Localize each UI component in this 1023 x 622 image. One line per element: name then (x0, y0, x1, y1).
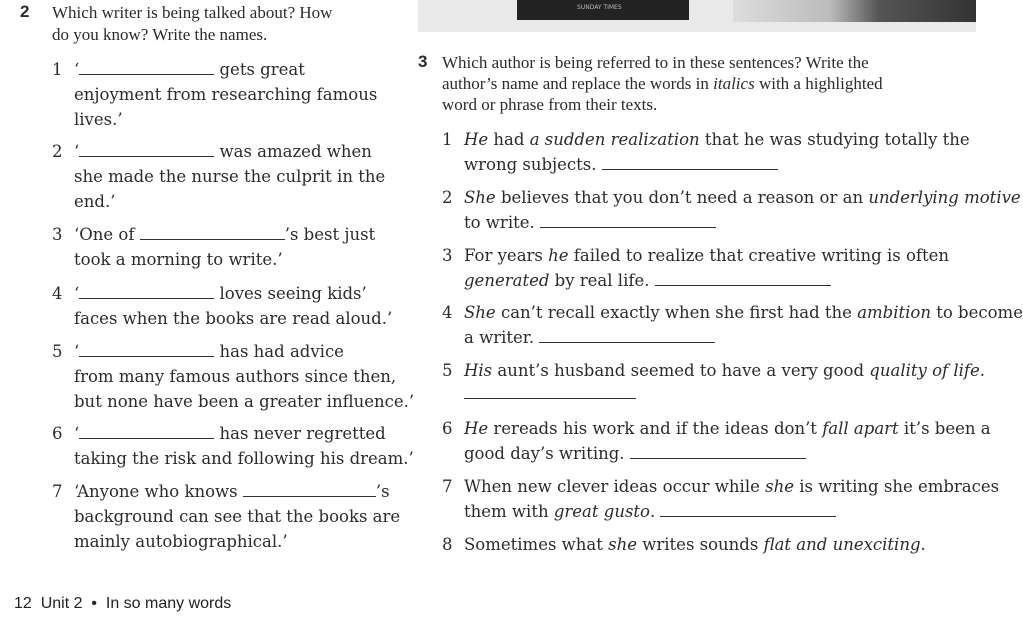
item-quote-start: ‘Anyone who knows (74, 482, 243, 501)
item-text: . (920, 535, 926, 554)
item-quote-start: ‘ (74, 60, 80, 79)
italic-phrase: ambition (857, 303, 931, 322)
item-text: For years (464, 246, 549, 265)
unit-label: Unit 2 (40, 595, 83, 612)
item-text: a writer. (464, 328, 540, 347)
page-footer (14, 595, 231, 613)
item-number: 6 (52, 424, 63, 443)
answer-blank[interactable] (660, 502, 836, 517)
item-number: 2 (442, 188, 453, 207)
item-text: good day’s writing. (464, 444, 630, 463)
item-text: ’s best just (284, 225, 376, 244)
book-cover-image (517, 0, 689, 20)
answer-blank[interactable] (630, 444, 806, 459)
item-line-2 (464, 268, 831, 293)
italic-phrase: a sudden realization (529, 130, 700, 149)
item-continuation: she made the nurse the culprit in the (74, 167, 386, 186)
item-quote-start: ‘ (74, 342, 80, 361)
item-text: had (488, 130, 530, 149)
item-continuation: from many famous authors since then, (74, 367, 397, 386)
photo-image (733, 0, 976, 22)
item-quote-start: ‘ (74, 142, 80, 161)
title-line2-end: with a highlighted (754, 74, 883, 93)
item-number: 1 (52, 60, 63, 79)
answer-blank[interactable] (79, 142, 214, 157)
italic-phrase: His (464, 361, 493, 380)
item-text: ’s (375, 482, 390, 501)
item-line-2 (464, 499, 836, 524)
answer-blank[interactable] (79, 342, 214, 357)
italic-phrase: great gusto (553, 502, 650, 521)
item-number: 2 (52, 142, 63, 161)
item-line-1 (464, 185, 1021, 210)
item-text: aunt’s husband seemed to have a very good (492, 361, 870, 380)
exercise-2-number: 2 (20, 2, 30, 21)
item-text: them with (464, 502, 554, 521)
item-first-line (74, 139, 372, 164)
item-line-1 (464, 532, 926, 557)
page-number: 12 (14, 595, 32, 612)
item-text: . (649, 502, 661, 521)
item-text: can’t recall exactly when she first had the (495, 303, 858, 322)
item-number: 4 (442, 303, 453, 322)
item-text: writes sounds (637, 535, 764, 554)
item-number: 6 (442, 419, 453, 438)
exercise-3-title-line1: Which author is being referred to in these sentences? Write the (442, 53, 869, 72)
item-text: gets great (214, 60, 305, 79)
item-text: to become (931, 303, 1023, 322)
item-continuation: end.’ (74, 192, 116, 211)
title-line2-start: author’s name and replace the words in (442, 74, 714, 93)
italic-phrase: She (464, 303, 496, 322)
item-line-1 (464, 243, 949, 268)
item-number: 7 (442, 477, 453, 496)
italic-phrase: underlying motive (868, 188, 1021, 207)
item-continuation: mainly autobiographical.’ (74, 532, 288, 551)
item-text: rereads his work and if the ideas don’t (488, 419, 823, 438)
item-text: Sometimes what (464, 535, 609, 554)
item-first-line (74, 222, 375, 247)
item-number: 7 (52, 482, 63, 501)
item-text: has never regretted (214, 424, 386, 443)
answer-blank[interactable] (602, 155, 778, 170)
item-text: to write. (464, 213, 540, 232)
italic-phrase: he (548, 246, 569, 265)
item-number: 1 (442, 130, 453, 149)
exercise-2-title-line2: do you know? Write the names. (52, 25, 268, 44)
item-continuation: background can see that the books are (74, 507, 401, 526)
answer-blank[interactable] (540, 213, 716, 228)
item-number: 5 (52, 342, 63, 361)
answer-blank[interactable] (539, 328, 715, 343)
footer-bullet: • (91, 595, 97, 612)
item-first-line (74, 421, 386, 446)
item-continuation: taking the risk and following his dream.’ (74, 449, 414, 468)
answer-blank[interactable] (140, 225, 285, 240)
answer-blank[interactable] (79, 60, 214, 75)
italic-phrase: she (608, 535, 638, 554)
item-number: 4 (52, 284, 63, 303)
item-line-1 (464, 474, 999, 499)
italic-phrase: quality of life. (869, 361, 986, 380)
item-line-1 (464, 300, 1023, 325)
item-quote-start: ‘ (74, 284, 80, 303)
item-number: 8 (442, 535, 453, 554)
item-quote-start: ‘ (74, 424, 80, 443)
item-first-line (74, 281, 367, 306)
answer-blank[interactable] (464, 398, 636, 399)
item-line-1 (464, 127, 970, 152)
exercise-3-title-line3: word or phrase from their texts. (442, 95, 658, 114)
title-italics-word: italics (713, 74, 755, 93)
exercise-3-number: 3 (418, 52, 428, 71)
exercise-2-title-line1: Which writer is being talked about? How (52, 3, 333, 22)
italic-phrase: flat and unexciting (763, 535, 921, 554)
item-line-1 (464, 358, 985, 383)
item-continuation: faces when the books are read aloud.’ (74, 309, 393, 328)
item-text: failed to realize that creative writing is often (568, 246, 950, 265)
item-text: loves seeing kids’ (214, 284, 367, 303)
italic-phrase: She (464, 188, 496, 207)
item-number: 5 (442, 361, 453, 380)
item-text: was amazed when (214, 142, 372, 161)
item-text: that he was studying totally the (699, 130, 970, 149)
item-continuation: lives.’ (74, 110, 123, 129)
item-continuation: but none have been a greater influence.’ (74, 392, 415, 411)
item-text: wrong subjects. (464, 155, 602, 174)
italic-phrase: He (464, 419, 489, 438)
item-line-2 (464, 325, 715, 350)
answer-blank[interactable] (79, 424, 214, 439)
italic-phrase: He (464, 130, 489, 149)
item-line-2 (464, 210, 716, 235)
italic-phrase: generated (464, 271, 550, 290)
book-caption: SUNDAY TIMES (577, 4, 622, 11)
item-number: 3 (442, 246, 453, 265)
item-text: When new clever ideas occur while (464, 477, 766, 496)
answer-blank[interactable] (655, 271, 831, 286)
item-line-2 (464, 441, 806, 466)
item-number: 3 (52, 225, 63, 244)
item-first-line (74, 339, 344, 364)
item-first-line (74, 57, 305, 82)
item-quote-start: ‘One of (74, 225, 140, 244)
item-text: by real life. (549, 271, 655, 290)
item-text: has had advice (214, 342, 344, 361)
item-text: believes that you don’t need a reason or an (495, 188, 869, 207)
italic-phrase: she (765, 477, 794, 496)
item-text: it’s been a (898, 419, 991, 438)
unit-title: In so many words (105, 595, 232, 612)
italic-phrase: fall apart (822, 419, 899, 438)
item-text: is writing she embraces (793, 477, 1000, 496)
item-line-2 (464, 152, 778, 177)
item-line-1 (464, 416, 991, 441)
answer-blank[interactable] (243, 482, 376, 497)
answer-blank[interactable] (79, 284, 214, 299)
item-continuation: enjoyment from researching famous (74, 85, 378, 104)
item-continuation: took a morning to write.’ (74, 250, 283, 269)
item-first-line (74, 479, 390, 504)
